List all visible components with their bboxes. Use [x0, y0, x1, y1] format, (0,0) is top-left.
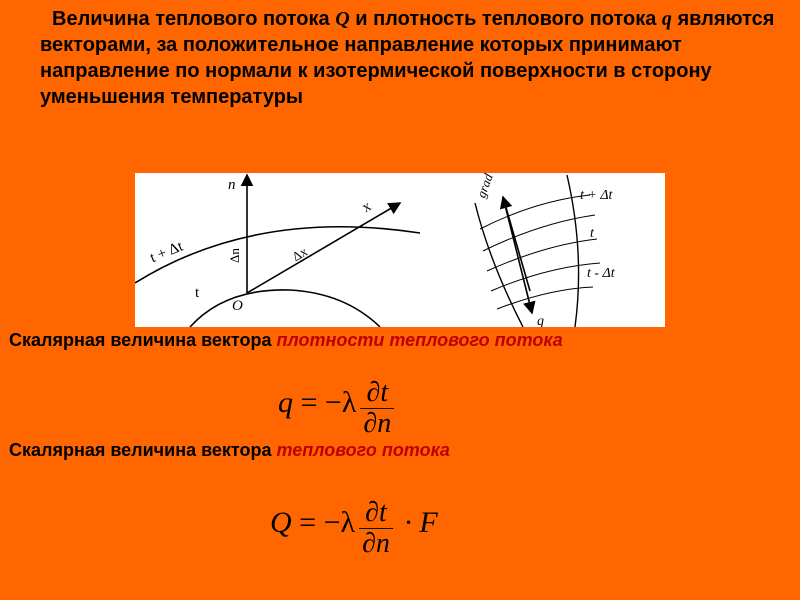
formula-heat-flux [270, 498, 438, 559]
caption-heat-flux-density-italic: плотности теплового потока [276, 330, 563, 350]
isotherm-normal-figure [135, 175, 420, 327]
caption-heat-flux-italic: теплового потока [276, 440, 450, 460]
label-right-q: q [537, 314, 544, 327]
label-right-t-plus-dt: t + Δt [580, 188, 613, 203]
intro-paragraph [40, 6, 790, 110]
formula1-fraction [360, 378, 394, 439]
formula1-lhs: q [278, 386, 293, 420]
label-right-t: t [590, 226, 594, 241]
formula2-eq: = −λ [291, 506, 356, 540]
formula2-denominator: ∂n [362, 528, 390, 559]
formula2-lhs: Q [270, 506, 292, 540]
formula1-numerator: ∂t [360, 378, 394, 409]
label-x: x [359, 198, 375, 216]
formula1-denominator: ∂n [363, 408, 392, 439]
formula2-numerator: ∂t [359, 498, 393, 529]
label-dn: Δn [227, 248, 242, 263]
isotherm-t-curve [190, 290, 380, 327]
label-n: n [228, 177, 236, 193]
symbol-q: q [661, 8, 672, 30]
x-direction-arrow [247, 203, 400, 293]
label-dx: Δx [289, 243, 310, 265]
intro-part2: и плотность теплового потока [349, 8, 662, 30]
formula-heat-flux-density [278, 378, 398, 439]
label-t: t [195, 285, 200, 301]
label-right-t-minus-dt: t - Δt [587, 266, 615, 281]
caption-heat-flux-density: Скалярная величина вектора плотности теплового потока [9, 330, 563, 350]
caption-heat-flux: Скалярная величина вектора теплового потока [9, 440, 450, 460]
formula1-eq: = −λ [293, 386, 357, 420]
label-grad-t: grad t [473, 173, 499, 200]
label-t-plus-dt: t + Δt [147, 238, 186, 267]
intro-part1: Величина теплового потока [52, 8, 336, 30]
heat-flow-diagram [135, 173, 665, 327]
formula2-tail: · F [396, 506, 438, 540]
intro-part3: являются векторами, за положительное направление которых принимают направление по нормали к изотермической поверхности в сторону уменьшения температуры [40, 8, 775, 108]
formula2-fraction [359, 498, 393, 559]
gradient-figure [473, 173, 615, 327]
symbol-Q: Q [335, 8, 350, 30]
label-O: O [232, 298, 243, 314]
